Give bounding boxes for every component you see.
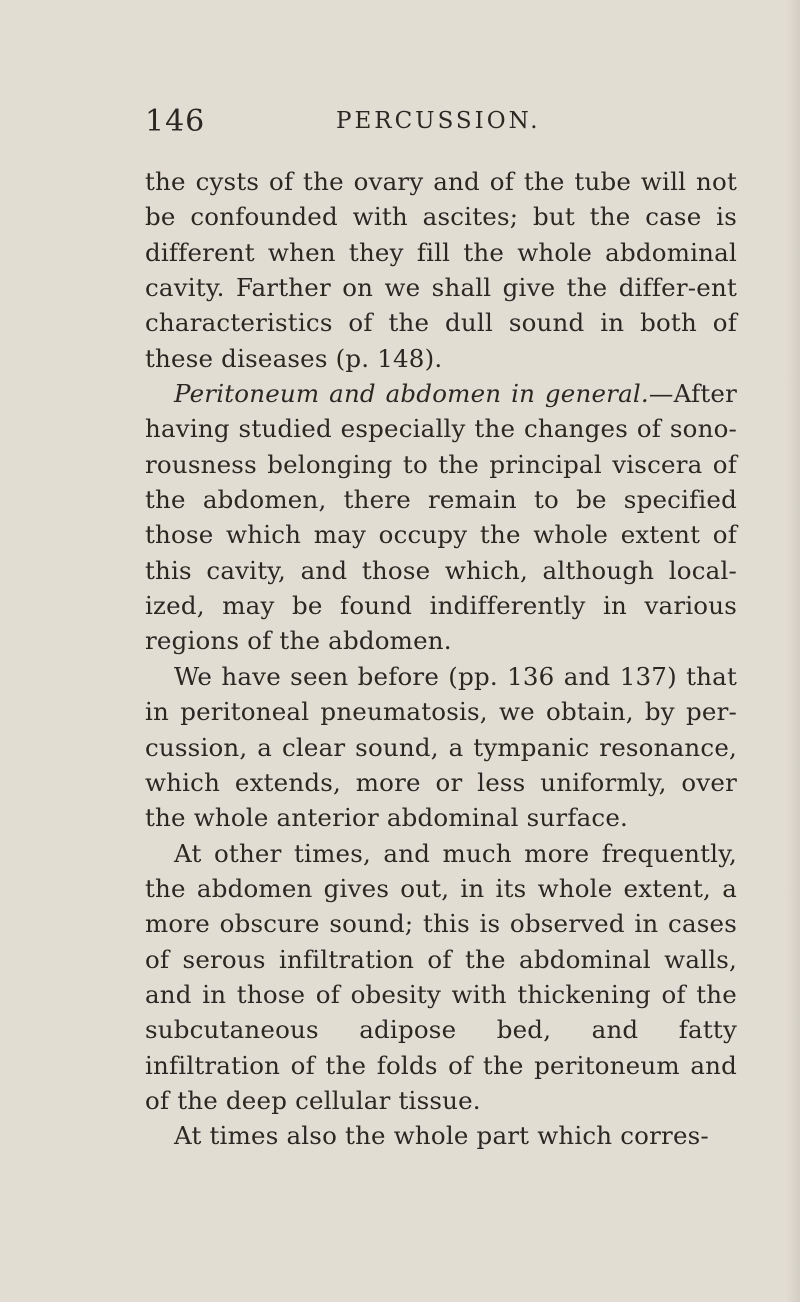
paragraph [145,836,737,1119]
page-header [145,104,745,144]
body-text [145,164,737,1154]
paragraph-text: the cysts of the ovary and of the tube will not be confounded with ascites; but the case is different when they fill the whole abdominal cavity. Farther on we shall give the differ-ent characteristics of the dull sound in both of these diseases (p. 148). [145,167,737,373]
paragraph-text: At other times, and much more frequently, the abdomen gives out, in its whole extent, a more obscure sound; this is observed in cases of serous infiltration of the abdominal walls, and in those of obesity with thickening of the subcutaneous adipose bed, and fatty infiltration of the folds of the peritoneum and of the deep cellular tissue. [145,838,737,1115]
paragraph-text: At times also the whole part which corres- [174,1121,709,1151]
paragraph [145,659,737,836]
paragraph [145,1118,737,1153]
page-number: 146 [145,104,206,139]
section-heading: Peritoneum and abdomen in general. [174,379,649,409]
paragraph-text: We have seen before (pp. 136 and 137) that in peritoneal pneumatosis, we obtain, by per-cussion, a clear sound, a tympanic resonance, which extends, more or less uniformly, over the whole anterior abdominal surface. [145,661,737,833]
paragraph [145,376,737,659]
running-head: PERCUSSION. [336,108,541,134]
paragraph-text: —After having studied especially the changes of sono-rousness belonging to the principal viscera of the abdomen, there remain to be specified those which may occupy the whole extent of this cavity, and those which, although local-ized, may be found indifferently in various regions of the abdomen. [145,379,737,656]
paragraph [145,164,737,376]
